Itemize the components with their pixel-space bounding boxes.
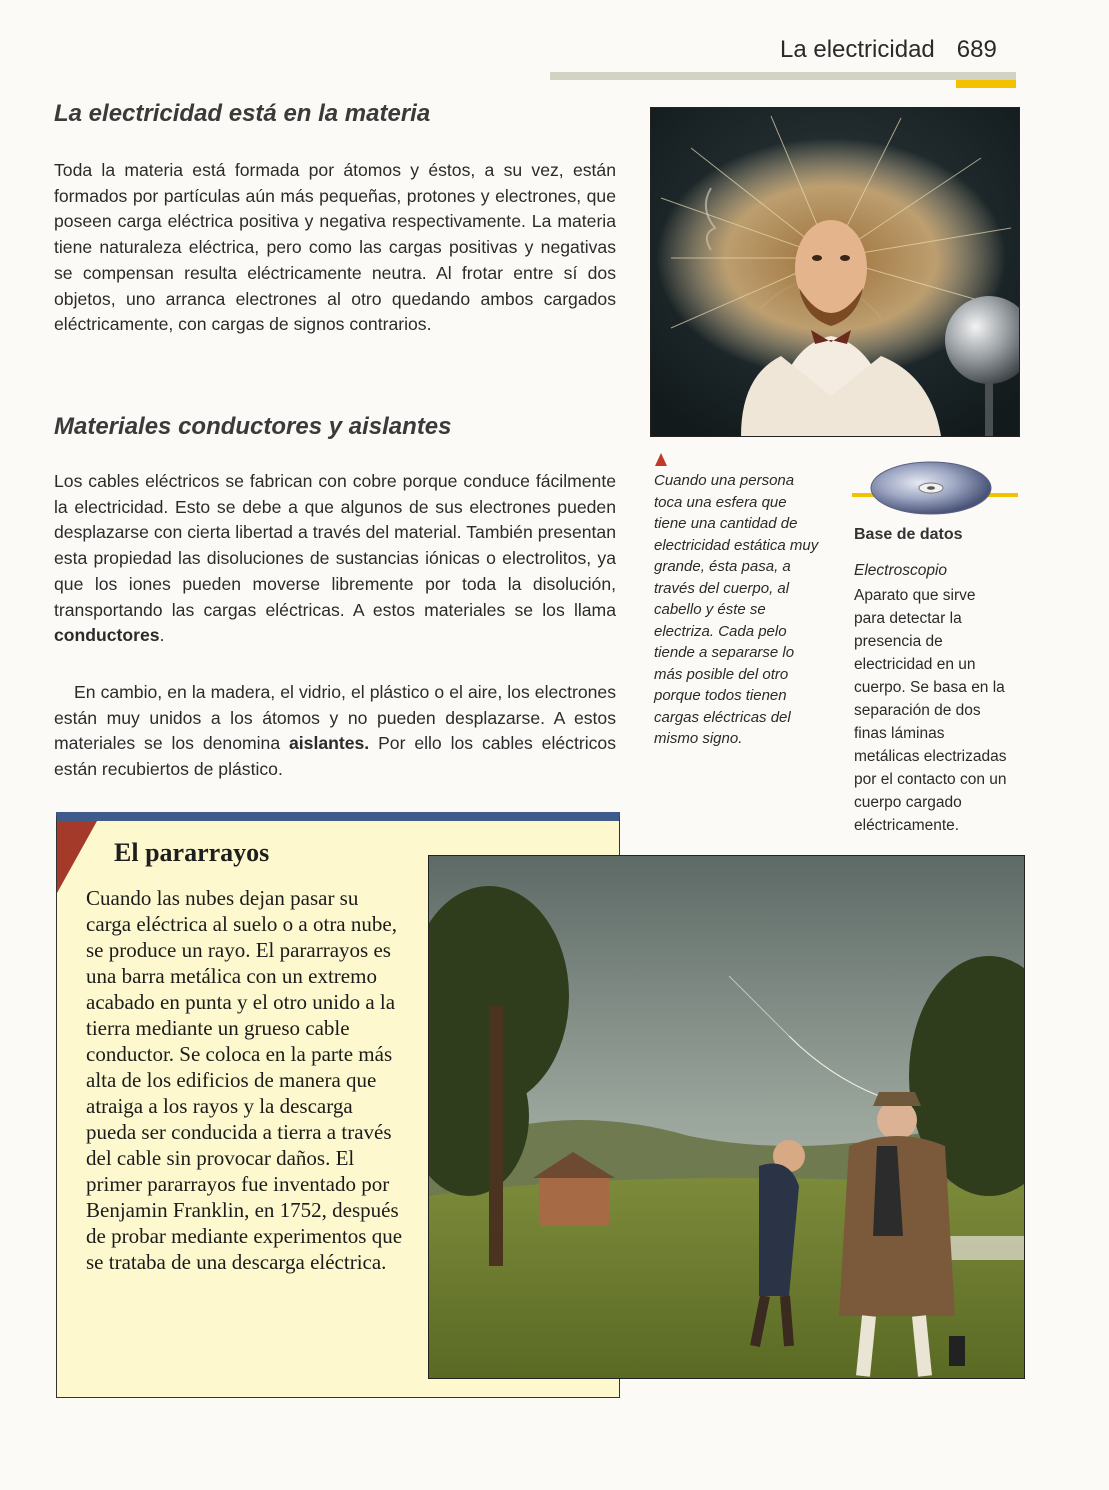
electrified-hair-illustration — [651, 108, 1019, 436]
paragraph-text: Los cables eléctricos se fabrican con cobre porque conduce fácilmente la electricidad. Esto se debe a que algunos de sus electrones pueden desplazarse con cierta libertad a través del material. También presentan esta propiedad las disoluciones de sustancias iónicas o electrolitos, ya que los iones pueden moverse libremente por toda la disolución, transportando las cargas eléctricas. A estos materiales se los llama — [54, 471, 616, 620]
header-accent-rule — [956, 80, 1016, 88]
paragraph-aislantes — [54, 680, 616, 783]
paragraph-end: Por ello los cables eléctricos están recubiertos de plástico. — [54, 733, 616, 780]
keyword-conductores: conductores — [54, 625, 160, 646]
header-rule — [550, 72, 1016, 80]
database-title: Base de datos — [854, 526, 963, 543]
caption-pointer-icon — [655, 453, 667, 466]
cd-disc-icon — [868, 459, 994, 517]
header-section-title: La electricidad — [780, 36, 935, 63]
paragraph-materia: Toda la materia está formada por átomos y éstos, a su vez, están formados por partículas aún más pequeñas, protones y electrones, que poseen carga eléctrica positiva y negativa respectivamente. La materia tiene naturaleza eléctrica, pero como las cargas positivas y negativas se compensan resulta eléctricamente neutra. Al frotar entre sí dos objetos, uno arranca electrones al otro quedando ambos cargados eléctricamente, con cargas de signos contrarios. — [54, 160, 616, 335]
photo-caption: Cuando una persona toca una esfera que tiene una cantidad de electricidad estática muy grande, ésta pasa, a través del cuerpo, al cabello y éste se electriza. Cada pelo tiende a separarse lo más posible del otro porque todos tienen cargas eléctricas del mismo signo. — [654, 472, 819, 747]
database-definition: Aparato que sirve para detectar la presencia de electricidad en un cuerpo. Se basa en la separación de dos finas láminas metálicas electrizadas por el contacto con un cuerpo cargado eléctricamente. — [854, 587, 1007, 834]
section-title-materia: La electricidad está en la materia — [54, 100, 431, 127]
illustration-franklin-kite — [428, 855, 1025, 1379]
section-title-conductores: Materiales conductores y aislantes — [54, 413, 452, 440]
paragraph-conductores — [54, 469, 616, 649]
franklin-kite-illustration — [429, 856, 1024, 1378]
running-header — [780, 36, 1020, 64]
box-title: El pararrayos — [114, 838, 270, 867]
keyword-aislantes: aislantes. — [289, 733, 370, 754]
box-corner-decoration — [57, 821, 97, 893]
photo-electrified-hair — [650, 107, 1020, 437]
database-term: Electroscopio — [854, 562, 948, 579]
page-number: 689 — [956, 36, 997, 63]
paragraph-text: En cambio, en la madera, el vidrio, el plástico o el aire, los electrones están muy unidos a los átomos y no pueden desplazarse. A estos materiales se los denomina — [54, 682, 616, 754]
paragraph-end: . — [159, 625, 165, 646]
box-text: Cuando las nubes dejan pasar su carga eléctrica al suelo o a otra nube, se produce un rayo. El pararrayos es una barra metálica con un extremo acabado en punta y el otro unido a la tierra mediante un grueso cable conductor. Se coloca en la parte más alta de los edificios de manera que atraiga a los rayos y la descarga pueda ser conducida a tierra a través del cable sin provocar daños. El primer pararrayos fue inventado por Benjamin Franklin, en 1752, después de probar mediante experimentos que se trataba de una descarga eléctrica. — [86, 886, 403, 1274]
